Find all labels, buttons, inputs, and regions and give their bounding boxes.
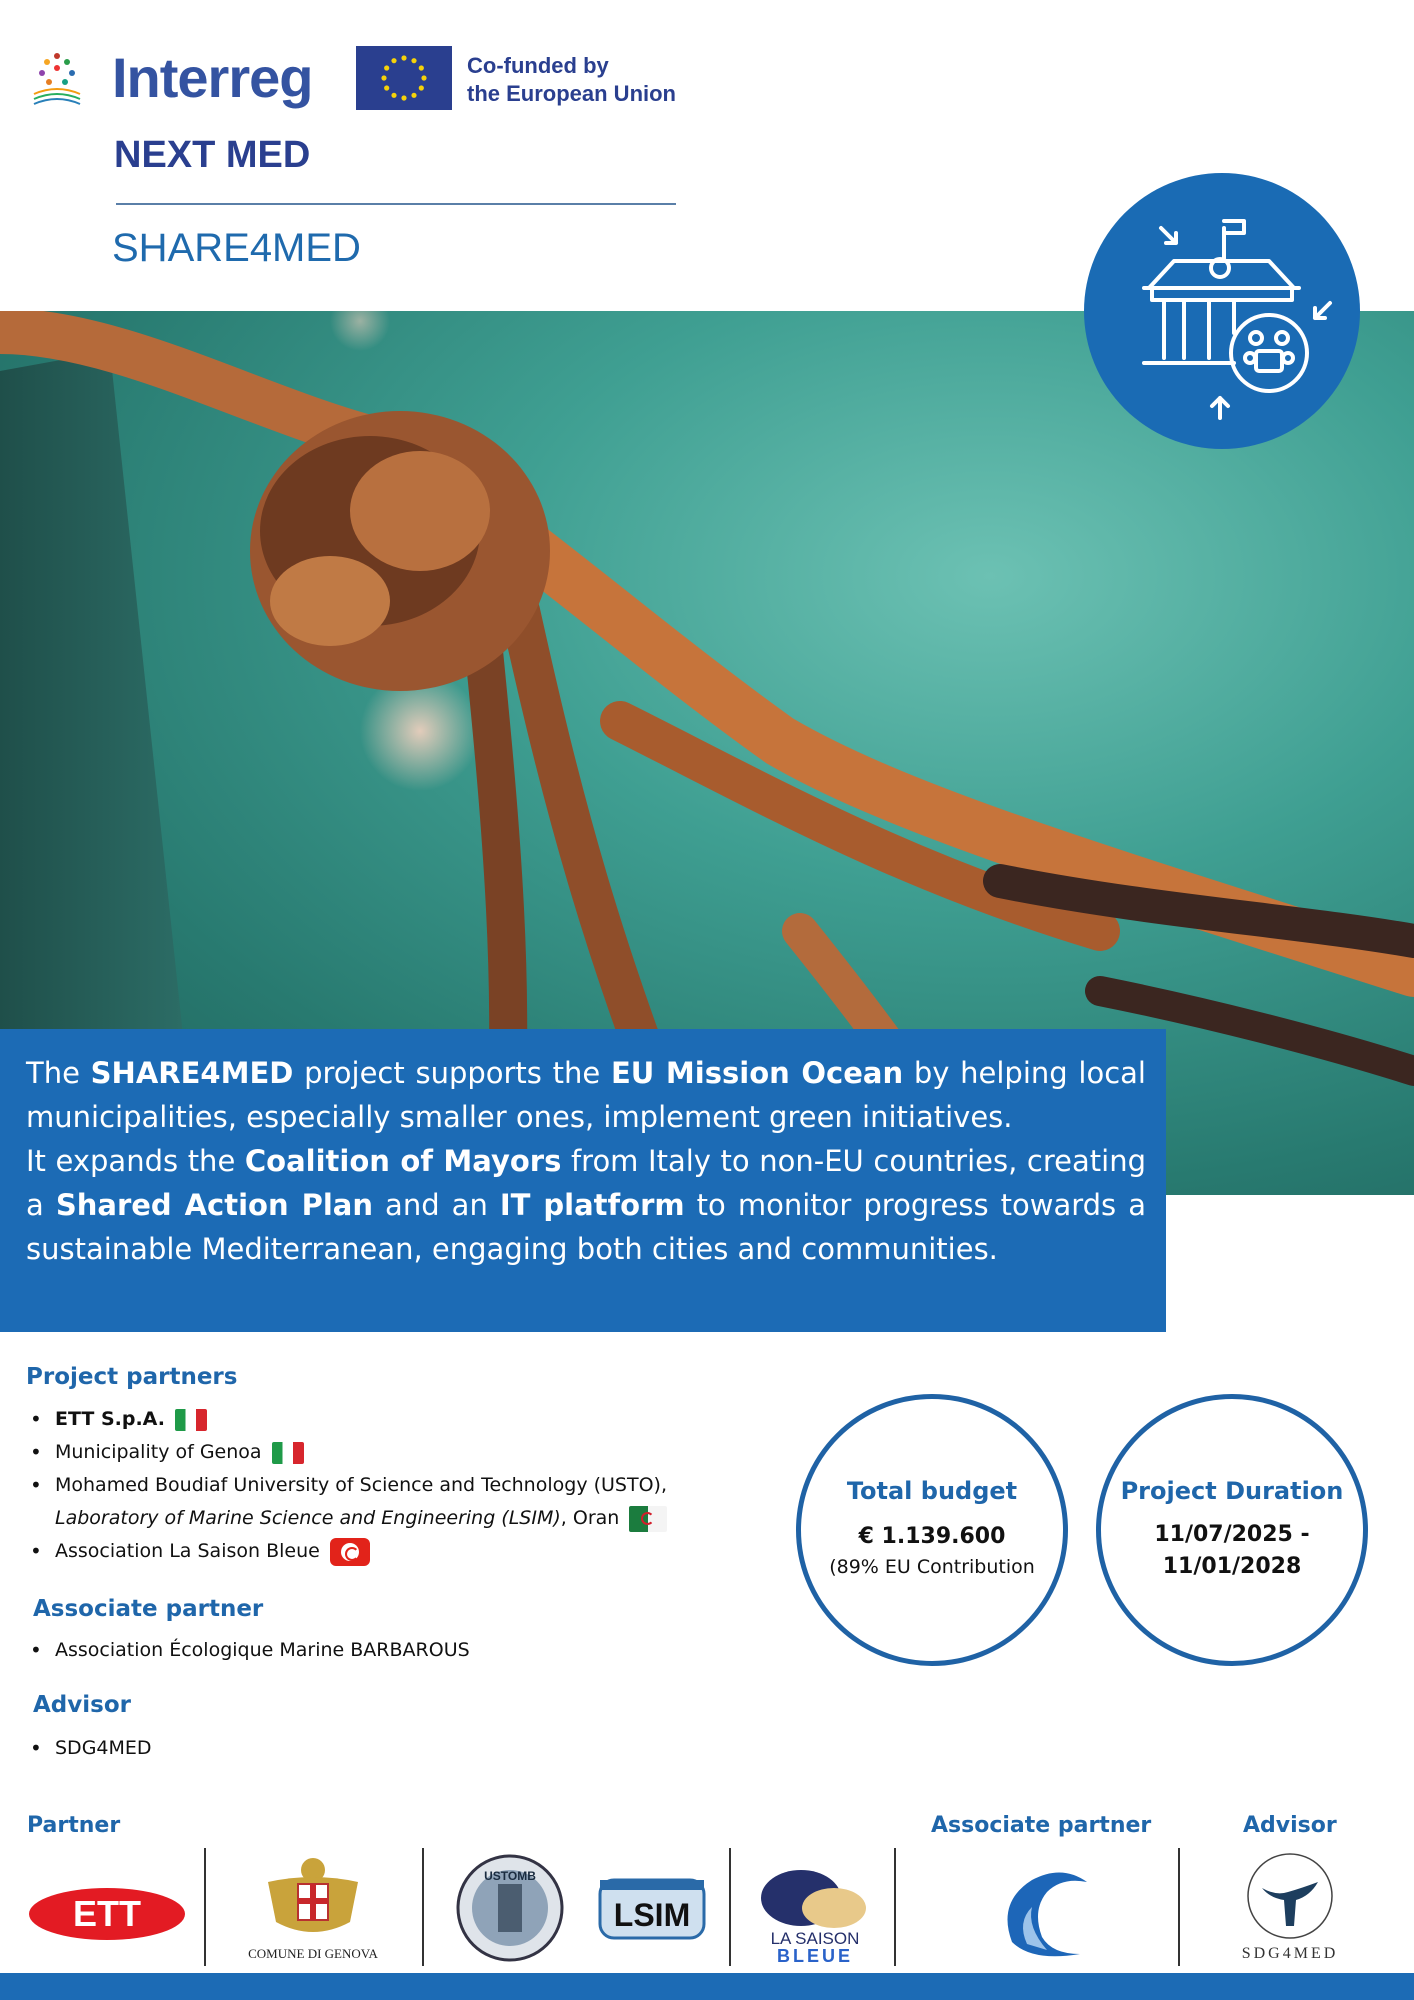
eu-star xyxy=(421,75,426,80)
budget-title: Total budget xyxy=(846,1477,1018,1505)
eu-star xyxy=(391,58,396,63)
barbarous-dolphin-logo xyxy=(992,1862,1092,1962)
header-divider xyxy=(116,203,676,205)
list-item xyxy=(26,1634,726,1667)
duration-circle xyxy=(1096,1394,1368,1666)
duration-end: 11/01/2028 xyxy=(1162,1554,1302,1579)
usto-logo-text: USTOMB xyxy=(484,1869,536,1883)
sdg4med-logo-text: SDG4MED xyxy=(1241,1945,1339,1962)
desc-text: The xyxy=(26,1056,91,1090)
desc-bold-project: SHARE4MED xyxy=(90,1056,294,1090)
interreg-swirl-icon xyxy=(30,48,84,108)
ett-logo-text: ETT xyxy=(73,1893,141,1934)
partner-ett: ETT S.p.A. xyxy=(55,1408,165,1430)
desc-text: project supports the xyxy=(293,1056,611,1090)
partner-lsim: Laboratory of Marine Science and Engineering (LSIM) xyxy=(55,1507,561,1529)
saison-logo-line1: LA SAISON xyxy=(770,1929,860,1948)
cofunded-line-2: the European Union xyxy=(467,81,676,106)
associate-title: Associate partner xyxy=(33,1596,264,1622)
eu-star xyxy=(411,58,416,63)
logo-divider xyxy=(422,1848,424,1966)
duration-title: Project Duration xyxy=(1120,1477,1344,1505)
list-item xyxy=(26,1403,726,1436)
eu-star xyxy=(401,95,406,100)
italy-flag-icon xyxy=(175,1409,207,1431)
list-item xyxy=(26,1732,726,1765)
logos-advisor-header: Advisor xyxy=(1243,1813,1337,1838)
genova-logo-text: COMUNE DI GENOVA xyxy=(248,1946,378,1961)
logo-divider xyxy=(894,1848,896,1966)
logo-divider xyxy=(1178,1848,1180,1966)
list-item xyxy=(26,1535,726,1568)
budget-circle xyxy=(796,1394,1068,1666)
desc-text: from Italy to non-EU countries, creating a xyxy=(26,1144,1146,1222)
list-item xyxy=(26,1469,726,1535)
cofunded-text xyxy=(467,52,676,108)
desc-bold-platform: IT platform xyxy=(499,1188,685,1222)
eu-star xyxy=(419,65,424,70)
programme-name: NEXT MED xyxy=(114,134,311,176)
desc-text: to monitor progress towards a sustainable Mediterranean, engaging both cities and communities. xyxy=(26,1188,1146,1266)
eu-star xyxy=(391,93,396,98)
eu-star xyxy=(384,85,389,90)
project-description xyxy=(0,1029,1166,1332)
project-title: SHARE4MED xyxy=(112,226,361,270)
genova-logo xyxy=(228,1852,398,1964)
italy-flag-icon xyxy=(272,1442,304,1464)
partners-list xyxy=(26,1403,726,1568)
partner-city: , Oran xyxy=(560,1507,620,1529)
algeria-flag-icon xyxy=(629,1506,667,1532)
tunisia-flag-icon xyxy=(330,1538,370,1566)
municipality-building-icon xyxy=(1084,173,1360,449)
usto-logo xyxy=(450,1852,570,1964)
desc-text: by helping local municipalities, especially smaller ones, implement green initiatives. xyxy=(26,1056,1146,1134)
lsim-logo xyxy=(598,1878,706,1940)
budget-note: (89% EU Contribution xyxy=(829,1556,1035,1578)
eu-star xyxy=(411,93,416,98)
desc-bold-action-plan: Shared Action Plan xyxy=(55,1188,373,1222)
desc-text: It expands the xyxy=(26,1144,245,1178)
partner-usto: Mohamed Boudiaf University of Science and Technology (USTO), xyxy=(55,1474,667,1496)
description-paragraph-1 xyxy=(26,1051,1146,1139)
budget-value: € 1.139.600 xyxy=(858,1524,1006,1549)
list-item xyxy=(26,1436,726,1469)
advisor-sdg4med: SDG4MED xyxy=(55,1737,152,1759)
partner-genoa: Municipality of Genoa xyxy=(55,1441,262,1463)
logos-associate-header: Associate partner xyxy=(931,1813,1152,1838)
ett-logo xyxy=(27,1886,187,1942)
desc-bold-mission: EU Mission Ocean xyxy=(610,1056,904,1090)
partners-title: Project partners xyxy=(26,1364,238,1390)
eu-star xyxy=(419,85,424,90)
lsim-logo-text: LSIM xyxy=(613,1897,691,1933)
logo-divider xyxy=(204,1848,206,1966)
duration-start: 11/07/2025 - xyxy=(1154,1522,1310,1547)
logo-divider xyxy=(729,1848,731,1966)
cofunded-line-1: Co-funded by xyxy=(467,53,609,78)
saison-logo-line2: BLEUE xyxy=(776,1946,854,1964)
associate-list xyxy=(26,1634,726,1667)
associate-barbarous: Association Écologique Marine BARBAROUS xyxy=(55,1639,470,1661)
advisor-list xyxy=(26,1732,726,1765)
advisor-title: Advisor xyxy=(33,1692,131,1718)
footer-bar xyxy=(0,1973,1414,2000)
eu-star xyxy=(381,75,386,80)
desc-bold-coalition: Coalition of Mayors xyxy=(244,1144,562,1178)
interreg-wordmark: Interreg xyxy=(112,46,313,109)
description-paragraph-2 xyxy=(26,1139,1146,1271)
municipality-badge xyxy=(1084,173,1360,449)
eu-flag-icon xyxy=(356,46,452,110)
logos-partner-header: Partner xyxy=(27,1813,121,1838)
desc-text: and an xyxy=(372,1188,500,1222)
eu-star xyxy=(401,55,406,60)
saison-bleue-logo xyxy=(756,1866,874,1964)
eu-star xyxy=(384,65,389,70)
partner-saison-bleue: Association La Saison Bleue xyxy=(55,1540,320,1562)
sdg4med-logo xyxy=(1232,1852,1348,1964)
